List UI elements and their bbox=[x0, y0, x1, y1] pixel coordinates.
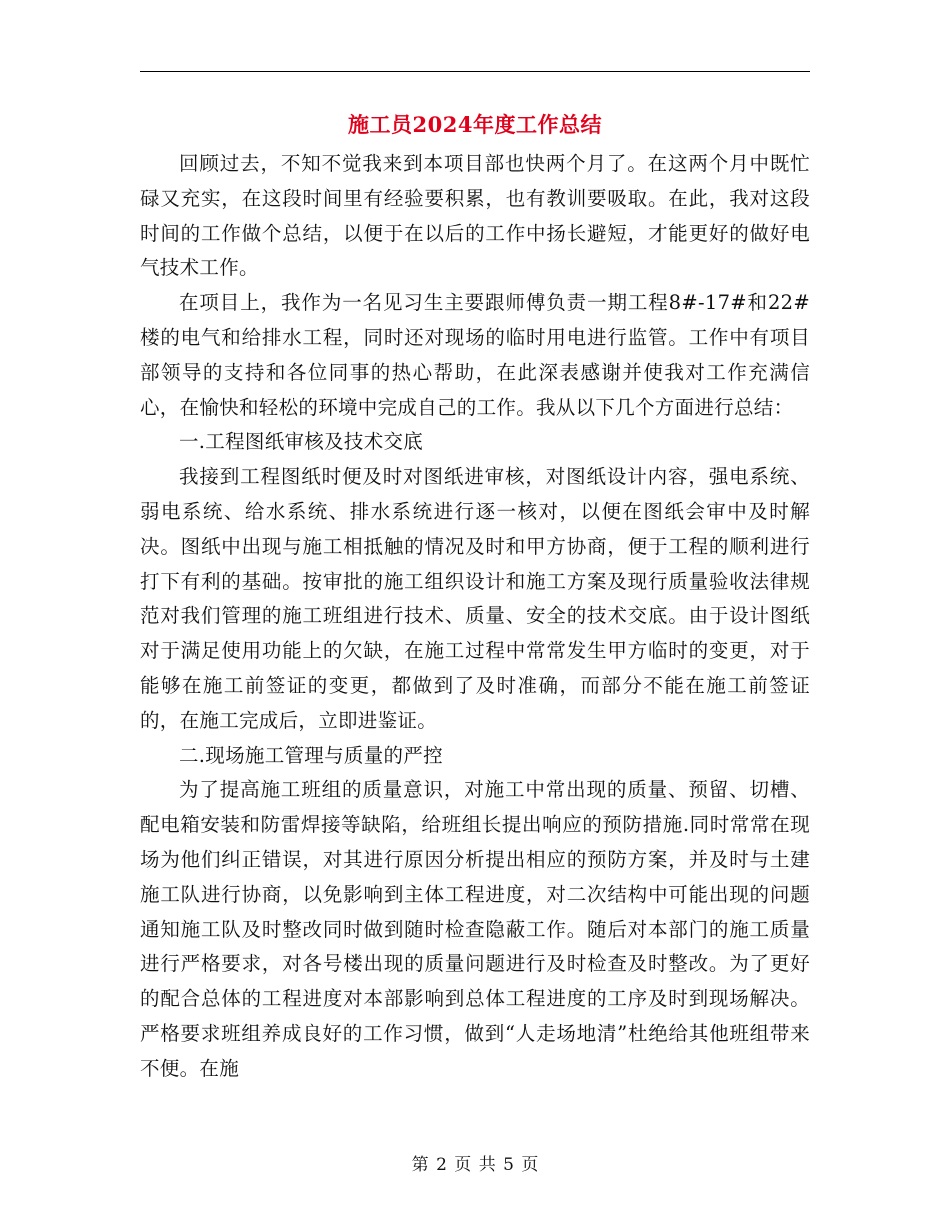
page-number-footer: 第 2 页 共 5 页 bbox=[411, 1155, 539, 1175]
document-title: 施工员2024年度工作总结 bbox=[348, 112, 602, 137]
paragraph-intro: 回顾过去，不知不觉我来到本项目部也快两个月了。在这两个月中既忙碌又充实，在这段时间里有经验要积累，也有教训要吸取。在此，我对这段时间的工作做个总结，以便于在以后的工作中扬长避短，才能更好的做好电气技术工作。 bbox=[140, 152, 810, 280]
section-heading-2: 二.现场施工管理与质量的严控 bbox=[179, 743, 443, 767]
paragraph-drawing-review: 我接到工程图纸时便及时对图纸进审核，对图纸设计内容，强电系统、弱电系统、给水系统、排水系统进行逐一核对，以便在图纸会审中及时解决。图纸中出现与施工相抵触的情况及时和甲方协商，便于工程的顺利进行打下有利的基础。按审批的施工组织设计和施工方案及现行质量验收法律规范对我们管理的施工班组进行技术、质量、安全的技术交底。由于设计图纸对于满足使用功能上的欠缺，在施工过程中常常发生甲方临时的变更，对于能够在施工前签证的变更，都做到了及时准确，而部分不能在施工前签证的，在施工完成后，立即进鉴证。 bbox=[140, 465, 810, 732]
paragraph-site-management: 为了提高施工班组的质量意识，对施工中常出现的质量、预留、切槽、配电箱安装和防雷焊接等缺陷，给班组长提出响应的预防措施.同时常常在现场为他们纠正错误，对其进行原因分析提出相应的预防方案，并及时与土建施工队进行协商，以免影响到主体工程进度，对二次结构中可能出现的问题通知施工队及时整改同时做到随时检查隐蔽工作。随后对本部门的施工质量进行严格要求，对各号楼出现的质量问题进行及时检查及时整改。为了更好的配合总体的工程进度对本部影响到总体工程进度的工序及时到现场解决。严格要求班组养成良好的工作习惯，做到“人走场地清”杜绝给其他班组带来不便。在施 bbox=[140, 778, 810, 1080]
header-rule bbox=[140, 71, 810, 72]
paragraph-project-role: 在项目上，我作为一名见习生主要跟师傅负责一期工程8#-17#和22#楼的电气和给排水工程，同时还对现场的临时用电进行监管。工作中有项目部领导的支持和各位同事的热心帮助，在此深表感谢并使我对工作充满信心，在愉快和轻松的环境中完成自己的工作。我从以下几个方面进行总结： bbox=[140, 291, 810, 419]
document-body bbox=[140, 147, 810, 1087]
section-heading-1: 一.工程图纸审核及技术交底 bbox=[179, 430, 424, 454]
